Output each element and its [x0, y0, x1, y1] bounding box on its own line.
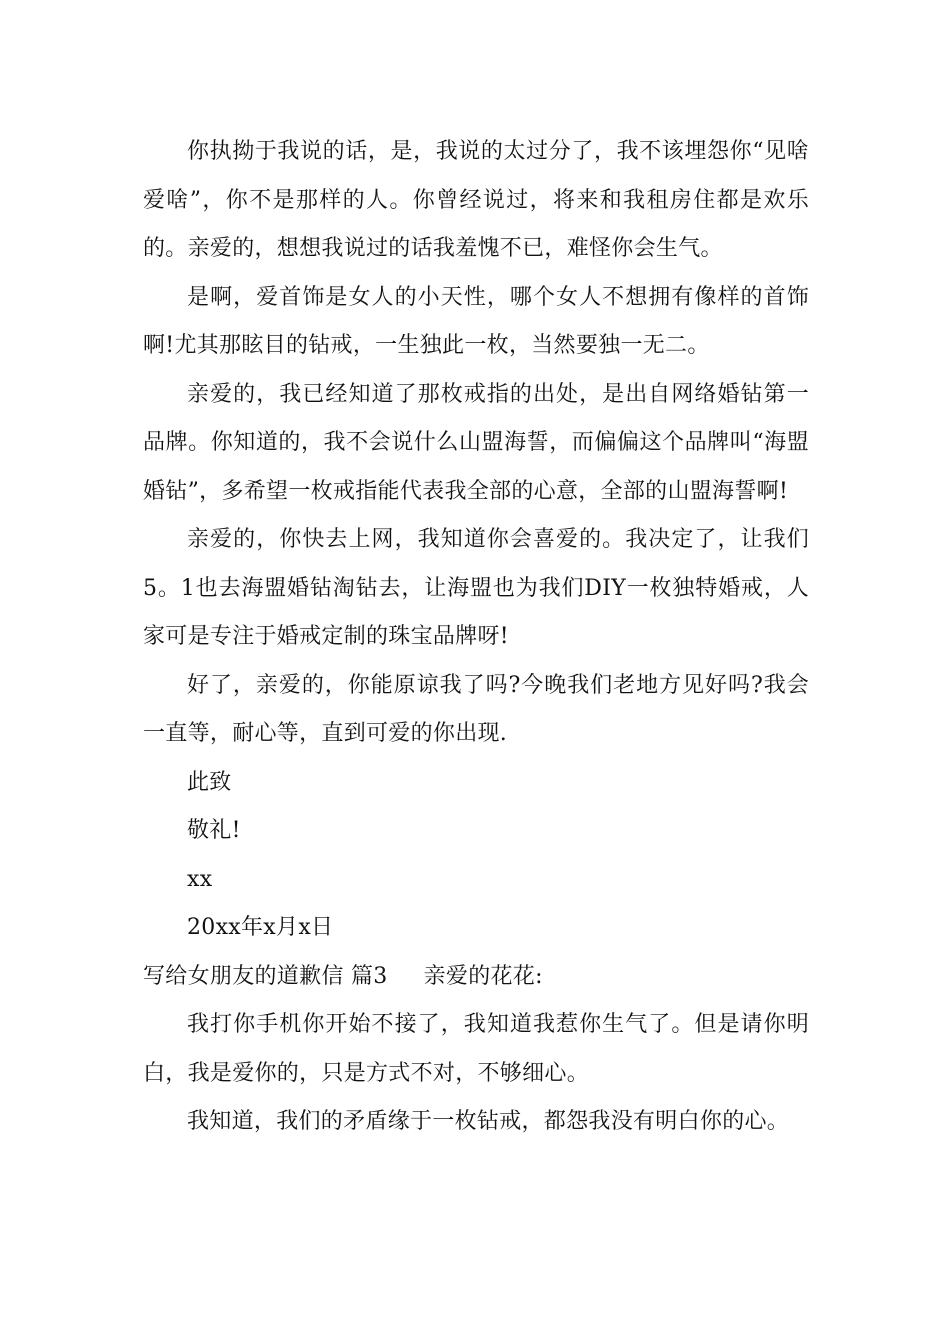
- paragraph-3: 亲爱的，我已经知道了那枚戒指的出处，是出自网络婚钻第一品牌。你知道的，我不会说什么山盟海誓，而偏偏这个品牌叫“海盟婚钻”，多希望一枚戒指能代表我全部的心意，全部的山盟海誓啊!: [143, 381, 809, 504]
- greeting-text: 亲爱的花花:: [423, 963, 543, 989]
- signature-text: xx: [187, 866, 213, 892]
- paragraph-5: 好了，亲爱的，你能原谅我了吗?今晚我们老地方见好吗?我会一直等，耐心等，直到可爱的你出现.: [143, 672, 809, 746]
- paragraph-7: 我知道，我们的矛盾缘于一枚钻戒，都怨我没有明白你的心。: [187, 1109, 790, 1134]
- date-text: 20xx年x月x日: [187, 915, 334, 940]
- paragraph-2: 是啊，爱首饰是女人的小天性，哪个女人不想拥有像样的首饰啊!尤其那眩目的钻戒，一生独此一枚，当然要独一无二。: [143, 284, 809, 358]
- section-title: 写给女朋友的道歉信 篇3: [143, 963, 388, 989]
- paragraph-4: 亲爱的，你快去上网，我知道你会喜爱的。我决定了，让我们5。1也去海盟婚钻淘钻去，让海盟也为我们DIY一枚独特婚戒，人家可是专注于婚戒定制的珠宝品牌呀!: [143, 527, 809, 649]
- paragraph-6: 我打你手机你开始不接了，我知道我惹你生气了。但是请你明白，我是爱你的，只是方式不对，不够细心。: [143, 1012, 809, 1086]
- letter-body: [143, 128, 809, 1147]
- salute-text: 敬礼!: [187, 818, 241, 843]
- section-heading-line: [143, 953, 809, 1002]
- closing-text: 此致: [187, 769, 232, 795]
- paragraph-1: 你执拗于我说的话，是，我说的太过分了，我不该埋怨你“见啥爱啥”，你不是那样的人。你曾经说过，将来和我租房住都是欢乐的。亲爱的，想想我说过的话我羞愧不已，难怪你会生气。: [143, 139, 809, 261]
